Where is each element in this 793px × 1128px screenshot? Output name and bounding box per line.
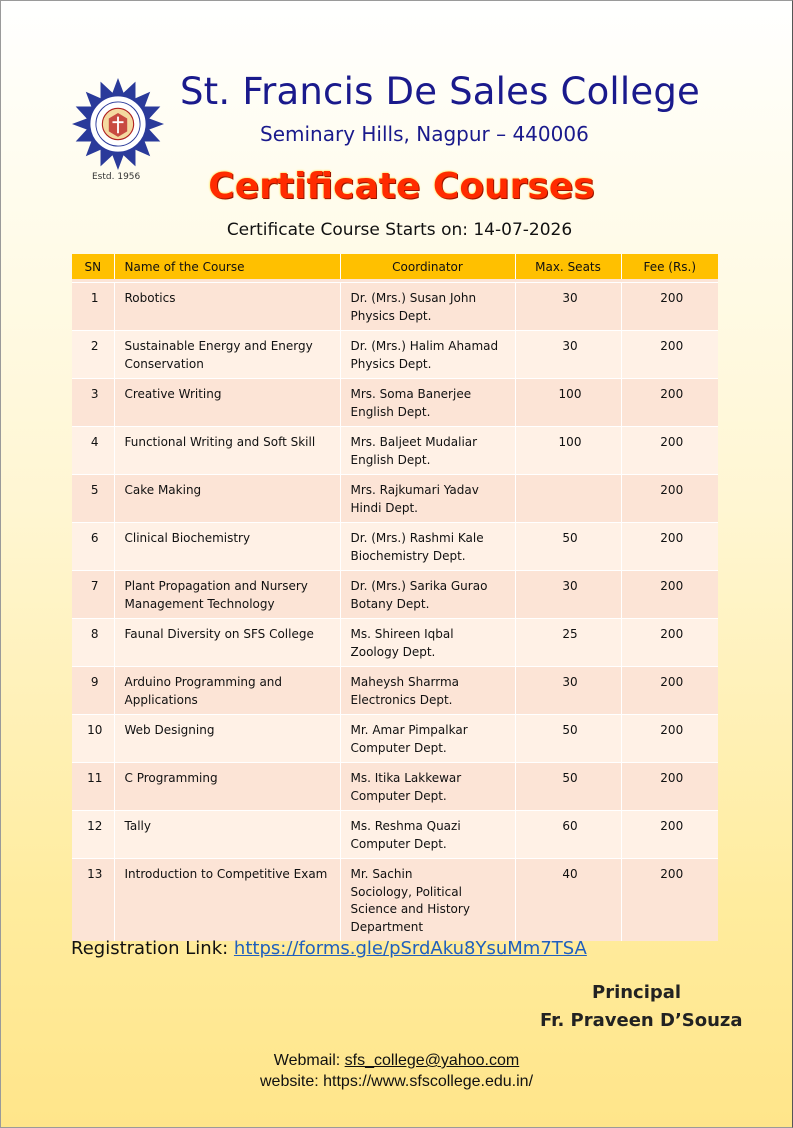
cell-sn: 11	[72, 763, 114, 811]
coordinator-name: Dr. (Mrs.) Halim Ahamad	[350, 339, 499, 353]
coordinator-name: Ms. Reshma Quazi	[350, 819, 461, 833]
cell-coordinator	[340, 619, 515, 667]
table-row	[72, 715, 718, 763]
cell-course-name: Functional Writing and Soft Skill	[114, 427, 340, 475]
cell-sn: 6	[72, 523, 114, 571]
coordinator-name: Mrs. Soma Banerjee	[350, 387, 472, 401]
cell-course-name: Clinical Biochemistry	[114, 523, 340, 571]
table-row	[72, 667, 718, 715]
coordinator-dept: Zoology Dept.	[350, 644, 436, 659]
cell-max-seats: 60	[515, 811, 621, 859]
table-row	[72, 427, 718, 475]
coordinator-name: Mr. Amar Pimpalkar	[350, 723, 468, 737]
cell-max-seats	[515, 475, 621, 523]
cell-fee: 200	[621, 379, 718, 427]
cell-coordinator	[340, 667, 515, 715]
webmail-line	[0, 1050, 793, 1071]
cell-fee: 200	[621, 331, 718, 379]
signature-title: Principal	[592, 982, 682, 1003]
cell-max-seats: 30	[515, 283, 621, 331]
column-header-sn: SN	[72, 254, 114, 279]
cell-fee: 200	[621, 571, 718, 619]
cell-coordinator	[340, 763, 515, 811]
cell-course-name: Introduction to Competitive Exam	[114, 859, 340, 942]
cell-coordinator	[340, 859, 515, 942]
cell-fee: 200	[621, 475, 718, 523]
coordinator-dept: Computer Dept.	[350, 836, 447, 851]
cell-coordinator	[340, 571, 515, 619]
cell-sn: 10	[72, 715, 114, 763]
cell-sn: 13	[72, 859, 114, 942]
cell-sn: 8	[72, 619, 114, 667]
cell-sn: 4	[72, 427, 114, 475]
table-row	[72, 811, 718, 859]
coordinator-name: Ms. Itika Lakkewar	[350, 771, 462, 785]
cell-coordinator	[340, 715, 515, 763]
coordinator-name: Dr. (Mrs.) Susan John	[350, 291, 477, 305]
table-row	[72, 475, 718, 523]
cell-course-name: Cake Making	[114, 475, 340, 523]
table-row	[72, 571, 718, 619]
coordinator-name: Mr. Sachin	[350, 867, 413, 881]
cell-fee: 200	[621, 523, 718, 571]
website-label: website:	[259, 1073, 324, 1090]
coordinator-name: Dr. (Mrs.) Rashmi Kale	[350, 531, 484, 545]
footer	[0, 1050, 793, 1092]
column-header-course-name: Name of the Course	[114, 254, 340, 279]
cell-sn: 12	[72, 811, 114, 859]
table-body	[72, 279, 718, 941]
webmail-label: Webmail:	[273, 1052, 345, 1069]
cell-fee: 200	[621, 715, 718, 763]
cell-sn: 9	[72, 667, 114, 715]
coordinator-name: Dr. (Mrs.) Sarika Gurao	[350, 579, 488, 593]
coordinator-name: Mrs. Baljeet Mudaliar	[350, 435, 478, 449]
cell-sn: 7	[72, 571, 114, 619]
coordinator-dept: Computer Dept.	[350, 740, 447, 755]
table-row	[72, 523, 718, 571]
coordinator-dept: Physics Dept.	[350, 308, 432, 323]
coordinator-dept: English Dept.	[350, 404, 431, 419]
cell-fee: 200	[621, 283, 718, 331]
table-row	[72, 763, 718, 811]
coordinator-name: Mrs. Rajkumari Yadav	[350, 483, 479, 497]
cell-max-seats: 100	[515, 379, 621, 427]
cell-course-name: Plant Propagation and Nursery Management Technology	[114, 571, 340, 619]
registration-label: Registration Link:	[71, 938, 234, 959]
table-row	[72, 619, 718, 667]
cell-max-seats: 40	[515, 859, 621, 942]
course-start-date: Certificate Course Starts on: 14-07-2026	[226, 220, 573, 240]
cell-coordinator	[340, 811, 515, 859]
cell-fee: 200	[621, 859, 718, 942]
signature-name: Fr. Praveen D’Souza	[540, 1010, 743, 1031]
coordinator-dept: Hindi Dept.	[350, 500, 418, 515]
table-row	[72, 379, 718, 427]
cell-max-seats: 50	[515, 715, 621, 763]
cell-max-seats: 50	[515, 763, 621, 811]
cell-fee: 200	[621, 619, 718, 667]
table-row	[72, 331, 718, 379]
coordinator-dept: Electronics Dept.	[350, 692, 453, 707]
table-header-row	[72, 254, 718, 279]
page-title: Certificate Courses	[208, 166, 595, 207]
cell-coordinator	[340, 331, 515, 379]
column-header-max-seats: Max. Seats	[515, 254, 621, 279]
column-header-fee: Fee (Rs.)	[621, 254, 718, 279]
established-year: Estd. 1956	[92, 172, 141, 182]
cell-fee: 200	[621, 667, 718, 715]
cell-max-seats: 50	[515, 523, 621, 571]
cell-course-name: Sustainable Energy and Energy Conservation	[114, 331, 340, 379]
webmail-address[interactable]: sfs_college@yahoo.com	[344, 1052, 520, 1069]
registration-line	[71, 938, 587, 959]
cell-course-name: Web Designing	[114, 715, 340, 763]
coordinator-dept: English Dept.	[350, 452, 431, 467]
coordinator-dept: Sociology, Political Science and History Department	[350, 884, 470, 934]
cell-course-name: Robotics	[114, 283, 340, 331]
cell-max-seats: 30	[515, 667, 621, 715]
cell-coordinator	[340, 379, 515, 427]
registration-link[interactable]: https://forms.gle/pSrdAku8YsuMm7TSA	[233, 938, 587, 959]
cell-coordinator	[340, 523, 515, 571]
cell-fee: 200	[621, 811, 718, 859]
cell-coordinator	[340, 427, 515, 475]
coordinator-dept: Biochemistry Dept.	[350, 548, 466, 563]
cell-sn: 2	[72, 331, 114, 379]
cell-sn: 3	[72, 379, 114, 427]
coordinator-dept: Computer Dept.	[350, 788, 447, 803]
cell-coordinator	[340, 475, 515, 523]
cell-course-name: Faunal Diversity on SFS College	[114, 619, 340, 667]
table-row	[72, 283, 718, 331]
cell-course-name: Arduino Programming and Applications	[114, 667, 340, 715]
cell-fee: 200	[621, 763, 718, 811]
column-header-coordinator: Coordinator	[340, 254, 515, 279]
coordinator-name: Maheysh Sharrma	[350, 675, 460, 689]
cell-coordinator	[340, 283, 515, 331]
cell-max-seats: 30	[515, 571, 621, 619]
cell-sn: 5	[72, 475, 114, 523]
college-seal-logo	[72, 78, 164, 170]
coordinator-name: Ms. Shireen Iqbal	[350, 627, 454, 641]
coordinator-dept: Physics Dept.	[350, 356, 432, 371]
cell-fee: 200	[621, 427, 718, 475]
coordinator-dept: Botany Dept.	[350, 596, 430, 611]
courses-table	[72, 254, 718, 941]
table-row	[72, 859, 718, 942]
cell-max-seats: 100	[515, 427, 621, 475]
college-name: St. Francis De Sales College	[180, 70, 701, 113]
website-line	[0, 1071, 793, 1092]
cell-course-name: Creative Writing	[114, 379, 340, 427]
cell-max-seats: 30	[515, 331, 621, 379]
college-address: Seminary Hills, Nagpur – 440006	[260, 122, 589, 146]
website-url[interactable]: https://www.sfscollege.edu.in/	[323, 1073, 534, 1090]
cell-sn: 1	[72, 283, 114, 331]
cell-course-name: C Programming	[114, 763, 340, 811]
cell-course-name: Tally	[114, 811, 340, 859]
cell-max-seats: 25	[515, 619, 621, 667]
